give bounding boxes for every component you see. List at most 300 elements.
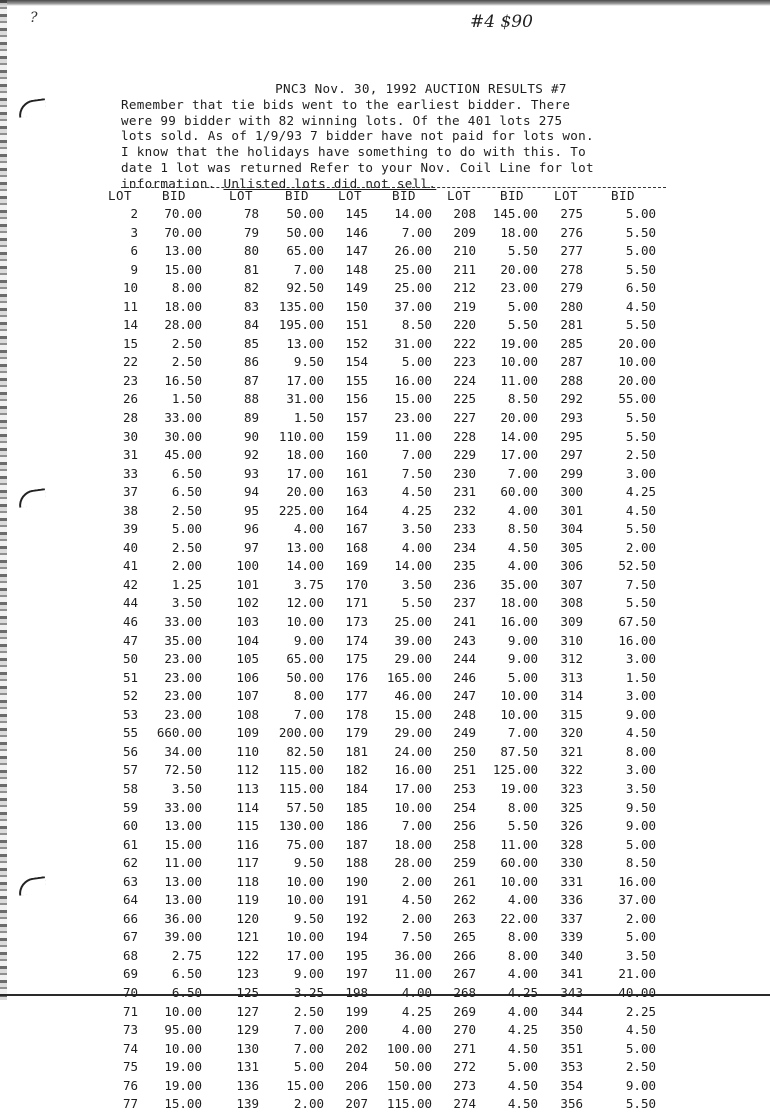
bid-cell: 67.50 bbox=[618, 614, 656, 630]
bid-cell: 4.00 bbox=[507, 558, 538, 574]
bid-cell: 50.00 bbox=[286, 224, 324, 240]
bid-cell: 92.50 bbox=[286, 280, 324, 296]
bid-cell: 10.00 bbox=[500, 706, 538, 722]
bid-cell: 2.25 bbox=[625, 1003, 656, 1019]
table-row bbox=[0, 873, 770, 892]
bid-cell: 14.00 bbox=[286, 558, 324, 574]
bid-cell: 60.00 bbox=[500, 484, 538, 500]
bid-cell: 7.50 bbox=[401, 929, 432, 945]
bid-cell: 2.00 bbox=[171, 558, 202, 574]
lot-cell: 234 bbox=[453, 539, 476, 555]
bid-cell: 2.50 bbox=[625, 447, 656, 463]
lot-cell: 58 bbox=[122, 780, 138, 796]
lot-cell: 121 bbox=[236, 929, 259, 945]
bid-cell: 39.00 bbox=[394, 632, 432, 648]
lot-cell: 127 bbox=[236, 1003, 259, 1019]
table-row bbox=[0, 316, 770, 335]
bid-cell: 1.50 bbox=[171, 391, 202, 407]
report-header bbox=[121, 81, 681, 192]
lot-cell: 85 bbox=[243, 335, 259, 351]
lot-cell: 146 bbox=[345, 224, 368, 240]
bid-cell: 8.50 bbox=[401, 317, 432, 333]
lot-cell: 309 bbox=[560, 614, 583, 630]
bid-cell: 4.00 bbox=[507, 1003, 538, 1019]
lot-cell: 167 bbox=[345, 521, 368, 537]
bid-cell: 4.50 bbox=[625, 725, 656, 741]
bid-cell: 15.00 bbox=[394, 706, 432, 722]
lot-cell: 249 bbox=[453, 725, 476, 741]
bid-cell: 5.50 bbox=[625, 261, 656, 277]
bid-cell: 15.00 bbox=[164, 836, 202, 852]
bid-cell: 5.50 bbox=[625, 428, 656, 444]
bid-cell: 8.50 bbox=[625, 855, 656, 871]
bid-cell: 1.50 bbox=[293, 410, 324, 426]
bid-cell: 7.00 bbox=[293, 1040, 324, 1056]
table-row bbox=[0, 520, 770, 539]
bid-cell: 35.00 bbox=[500, 576, 538, 592]
table-row bbox=[0, 817, 770, 836]
lot-cell: 241 bbox=[453, 614, 476, 630]
bid-cell: 16.00 bbox=[618, 873, 656, 889]
lot-cell: 175 bbox=[345, 651, 368, 667]
lot-cell: 207 bbox=[345, 1096, 368, 1112]
bid-cell: 5.00 bbox=[625, 1040, 656, 1056]
lot-cell: 81 bbox=[243, 261, 259, 277]
bid-cell: 23.00 bbox=[394, 410, 432, 426]
lot-cell: 30 bbox=[122, 428, 138, 444]
col-header-lot-5: LOT bbox=[554, 188, 579, 203]
bid-cell: 25.00 bbox=[394, 280, 432, 296]
table-row bbox=[0, 428, 770, 447]
bid-cell: 7.00 bbox=[401, 447, 432, 463]
bid-cell: 4.50 bbox=[507, 1096, 538, 1112]
bid-cell: 7.00 bbox=[401, 818, 432, 834]
lot-cell: 328 bbox=[560, 836, 583, 852]
bid-cell: 36.00 bbox=[164, 910, 202, 926]
bid-cell: 2.00 bbox=[293, 1096, 324, 1112]
bid-cell: 4.25 bbox=[625, 484, 656, 500]
lot-cell: 225 bbox=[453, 391, 476, 407]
bid-cell: 115.00 bbox=[278, 762, 324, 778]
lot-cell: 139 bbox=[236, 1096, 259, 1112]
table-row bbox=[0, 372, 770, 391]
lot-cell: 96 bbox=[243, 521, 259, 537]
lot-cell: 55 bbox=[122, 725, 138, 741]
table-row bbox=[0, 1021, 770, 1040]
lot-cell: 2 bbox=[130, 206, 138, 221]
lot-cell: 337 bbox=[560, 910, 583, 926]
bid-cell: 7.00 bbox=[401, 224, 432, 240]
bid-cell: 1.25 bbox=[171, 576, 202, 592]
lot-cell: 28 bbox=[122, 410, 138, 426]
lot-cell: 157 bbox=[345, 410, 368, 426]
bid-cell: 16.00 bbox=[500, 614, 538, 630]
bid-cell: 65.00 bbox=[286, 243, 324, 259]
lot-cell: 279 bbox=[560, 280, 583, 296]
bid-cell: 40.00 bbox=[618, 984, 656, 1000]
table-row bbox=[0, 279, 770, 298]
bid-cell: 34.00 bbox=[164, 743, 202, 759]
bid-cell: 14.00 bbox=[500, 428, 538, 444]
punch-hole-mark bbox=[17, 98, 47, 118]
lot-cell: 194 bbox=[345, 929, 368, 945]
bid-cell: 2.50 bbox=[171, 354, 202, 370]
lot-cell: 155 bbox=[345, 372, 368, 388]
bid-cell: 28.00 bbox=[164, 317, 202, 333]
bid-cell: 8.00 bbox=[171, 280, 202, 296]
bid-cell: 200.00 bbox=[278, 725, 324, 741]
bid-cell: 195.00 bbox=[278, 317, 324, 333]
lot-cell: 37 bbox=[122, 484, 138, 500]
bid-cell: 3.50 bbox=[401, 576, 432, 592]
table-row bbox=[0, 836, 770, 855]
table-row bbox=[0, 780, 770, 799]
lot-cell: 212 bbox=[453, 280, 476, 296]
bid-cell: 60.00 bbox=[500, 855, 538, 871]
lot-cell: 154 bbox=[345, 354, 368, 370]
table-row bbox=[0, 965, 770, 984]
bid-cell: 6.50 bbox=[625, 280, 656, 296]
lot-cell: 52 bbox=[122, 688, 138, 704]
bid-cell: 10.00 bbox=[164, 1040, 202, 1056]
lot-cell: 251 bbox=[453, 762, 476, 778]
bid-cell: 33.00 bbox=[164, 614, 202, 630]
col-header-bid-2: BID bbox=[285, 188, 310, 203]
bid-cell: 5.00 bbox=[625, 206, 656, 221]
lot-cell: 331 bbox=[560, 873, 583, 889]
lot-cell: 210 bbox=[453, 243, 476, 259]
unlisted-lots-note: Unlisted lots did not sell. bbox=[223, 175, 437, 191]
bid-cell: 9.00 bbox=[507, 632, 538, 648]
header-line: date 1 lot was returned Refer to your Nov. Coil Line for lot bbox=[121, 159, 594, 175]
lot-cell: 231 bbox=[453, 484, 476, 500]
bid-cell: 2.50 bbox=[293, 1003, 324, 1019]
bid-cell: 165.00 bbox=[386, 669, 432, 685]
bid-cell: 20.00 bbox=[618, 372, 656, 388]
header-line: Remember that tie bids went to the earliest bidder. There bbox=[121, 96, 571, 112]
lot-cell: 271 bbox=[453, 1040, 476, 1056]
lot-cell: 235 bbox=[453, 558, 476, 574]
lot-cell: 26 bbox=[122, 391, 138, 407]
bid-cell: 82.50 bbox=[286, 743, 324, 759]
lot-cell: 343 bbox=[560, 984, 583, 1000]
bid-cell: 4.25 bbox=[507, 984, 538, 1000]
bid-cell: 8.50 bbox=[507, 521, 538, 537]
bid-cell: 145.00 bbox=[492, 206, 538, 221]
lot-cell: 76 bbox=[122, 1077, 138, 1093]
bid-cell: 16.00 bbox=[618, 632, 656, 648]
lot-cell: 224 bbox=[453, 372, 476, 388]
bid-cell: 5.50 bbox=[625, 1096, 656, 1112]
lot-cell: 100 bbox=[236, 558, 259, 574]
bid-cell: 17.00 bbox=[286, 372, 324, 388]
lot-cell: 148 bbox=[345, 261, 368, 277]
bid-cell: 45.00 bbox=[164, 447, 202, 463]
lot-cell: 258 bbox=[453, 836, 476, 852]
lot-cell: 188 bbox=[345, 855, 368, 871]
lot-cell: 227 bbox=[453, 410, 476, 426]
lot-cell: 74 bbox=[122, 1040, 138, 1056]
lot-cell: 267 bbox=[453, 966, 476, 982]
bid-cell: 22.00 bbox=[500, 910, 538, 926]
bid-cell: 5.00 bbox=[171, 521, 202, 537]
lot-cell: 113 bbox=[236, 780, 259, 796]
table-row bbox=[0, 891, 770, 910]
bid-cell: 3.25 bbox=[293, 984, 324, 1000]
bid-cell: 5.00 bbox=[507, 1059, 538, 1075]
lot-cell: 274 bbox=[453, 1096, 476, 1112]
bid-cell: 660.00 bbox=[156, 725, 202, 741]
bid-cell: 6.50 bbox=[171, 465, 202, 481]
lot-cell: 130 bbox=[236, 1040, 259, 1056]
table-row bbox=[0, 261, 770, 280]
lot-cell: 115 bbox=[236, 818, 259, 834]
bid-cell: 7.50 bbox=[625, 576, 656, 592]
bid-cell: 3.50 bbox=[625, 947, 656, 963]
lot-cell: 51 bbox=[122, 669, 138, 685]
lot-cell: 104 bbox=[236, 632, 259, 648]
bid-cell: 5.50 bbox=[507, 243, 538, 259]
header-line: were 99 bidder with 82 winning lots. Of the 401 lots 275 bbox=[121, 112, 563, 128]
lot-cell: 254 bbox=[453, 799, 476, 815]
lot-cell: 261 bbox=[453, 873, 476, 889]
bid-cell: 8.00 bbox=[507, 929, 538, 945]
lot-cell: 262 bbox=[453, 892, 476, 908]
bid-cell: 72.50 bbox=[164, 762, 202, 778]
lot-cell: 228 bbox=[453, 428, 476, 444]
page-top-edge bbox=[0, 0, 770, 6]
lot-cell: 350 bbox=[560, 1022, 583, 1038]
lot-cell: 287 bbox=[560, 354, 583, 370]
bid-cell: 75.00 bbox=[286, 836, 324, 852]
bid-cell: 2.00 bbox=[401, 873, 432, 889]
lot-cell: 223 bbox=[453, 354, 476, 370]
lot-cell: 281 bbox=[560, 317, 583, 333]
lot-cell: 263 bbox=[453, 910, 476, 926]
col-header-lot-2: LOT bbox=[229, 188, 254, 203]
bid-cell: 26.00 bbox=[394, 243, 432, 259]
bid-cell: 18.00 bbox=[164, 298, 202, 314]
lot-cell: 118 bbox=[236, 873, 259, 889]
lot-cell: 110 bbox=[236, 743, 259, 759]
lot-cell: 272 bbox=[453, 1059, 476, 1075]
bid-cell: 9.50 bbox=[293, 855, 324, 871]
lot-cell: 273 bbox=[453, 1077, 476, 1093]
lot-cell: 73 bbox=[122, 1022, 138, 1038]
table-row bbox=[0, 335, 770, 354]
bid-cell: 9.00 bbox=[293, 966, 324, 982]
lot-cell: 102 bbox=[236, 595, 259, 611]
lot-cell: 60 bbox=[122, 818, 138, 834]
bid-cell: 4.50 bbox=[401, 484, 432, 500]
lot-cell: 321 bbox=[560, 743, 583, 759]
bid-cell: 23.00 bbox=[164, 706, 202, 722]
bid-cell: 5.00 bbox=[507, 669, 538, 685]
bid-cell: 20.00 bbox=[500, 261, 538, 277]
bid-cell: 100.00 bbox=[386, 1040, 432, 1056]
bid-cell: 39.00 bbox=[164, 929, 202, 945]
bid-cell: 50.00 bbox=[394, 1059, 432, 1075]
lot-cell: 173 bbox=[345, 614, 368, 630]
bid-cell: 11.00 bbox=[500, 836, 538, 852]
bid-cell: 29.00 bbox=[394, 651, 432, 667]
bid-cell: 8.50 bbox=[507, 391, 538, 407]
lot-cell: 297 bbox=[560, 447, 583, 463]
bid-cell: 25.00 bbox=[394, 261, 432, 277]
bid-cell: 15.00 bbox=[286, 1077, 324, 1093]
header-last-prefix: information. bbox=[121, 175, 216, 191]
lot-cell: 67 bbox=[122, 929, 138, 945]
lot-cell: 323 bbox=[560, 780, 583, 796]
lot-cell: 120 bbox=[236, 910, 259, 926]
lot-cell: 336 bbox=[560, 892, 583, 908]
bid-cell: 13.00 bbox=[164, 892, 202, 908]
bid-cell: 19.00 bbox=[500, 335, 538, 351]
bid-cell: 13.00 bbox=[164, 873, 202, 889]
lot-cell: 23 bbox=[122, 372, 138, 388]
bid-cell: 1.50 bbox=[625, 669, 656, 685]
bid-cell: 6.50 bbox=[171, 484, 202, 500]
lot-cell: 116 bbox=[236, 836, 259, 852]
bid-cell: 135.00 bbox=[278, 298, 324, 314]
bid-cell: 35.00 bbox=[164, 632, 202, 648]
bid-cell: 3.00 bbox=[625, 762, 656, 778]
lot-cell: 88 bbox=[243, 391, 259, 407]
lot-cell: 170 bbox=[345, 576, 368, 592]
lot-cell: 78 bbox=[243, 206, 259, 221]
bid-cell: 12.00 bbox=[286, 595, 324, 611]
lot-cell: 285 bbox=[560, 335, 583, 351]
bid-cell: 23.00 bbox=[164, 688, 202, 704]
lot-cell: 292 bbox=[560, 391, 583, 407]
lot-cell: 256 bbox=[453, 818, 476, 834]
lot-cell: 89 bbox=[243, 410, 259, 426]
bid-cell: 3.00 bbox=[625, 651, 656, 667]
lot-cell: 300 bbox=[560, 484, 583, 500]
bid-cell: 33.00 bbox=[164, 410, 202, 426]
lot-cell: 66 bbox=[122, 910, 138, 926]
lot-cell: 114 bbox=[236, 799, 259, 815]
bid-cell: 16.00 bbox=[394, 372, 432, 388]
col-header-bid-5: BID bbox=[611, 188, 636, 203]
lot-cell: 179 bbox=[345, 725, 368, 741]
col-header-lot-3: LOT bbox=[338, 188, 363, 203]
bid-cell: 70.00 bbox=[164, 206, 202, 221]
lot-cell: 136 bbox=[236, 1077, 259, 1093]
lot-cell: 95 bbox=[243, 502, 259, 518]
bid-cell: 14.00 bbox=[394, 206, 432, 221]
bid-cell: 2.50 bbox=[171, 502, 202, 518]
bid-cell: 5.00 bbox=[625, 836, 656, 852]
lot-cell: 325 bbox=[560, 799, 583, 815]
bid-cell: 18.00 bbox=[286, 447, 324, 463]
bid-cell: 4.00 bbox=[401, 539, 432, 555]
table-row bbox=[0, 854, 770, 873]
lot-cell: 198 bbox=[345, 984, 368, 1000]
bid-cell: 11.00 bbox=[164, 855, 202, 871]
lot-cell: 269 bbox=[453, 1003, 476, 1019]
bid-cell: 7.50 bbox=[401, 465, 432, 481]
bid-cell: 150.00 bbox=[386, 1077, 432, 1093]
lot-cell: 307 bbox=[560, 576, 583, 592]
bid-cell: 29.00 bbox=[394, 725, 432, 741]
table-row bbox=[0, 928, 770, 947]
bid-cell: 4.00 bbox=[293, 521, 324, 537]
table-row bbox=[0, 353, 770, 372]
lot-cell: 80 bbox=[243, 243, 259, 259]
lot-cell: 177 bbox=[345, 688, 368, 704]
bid-cell: 7.00 bbox=[293, 261, 324, 277]
lot-cell: 106 bbox=[236, 669, 259, 685]
lot-cell: 266 bbox=[453, 947, 476, 963]
lot-cell: 38 bbox=[122, 502, 138, 518]
bid-cell: 10.00 bbox=[618, 354, 656, 370]
bid-cell: 15.00 bbox=[164, 1096, 202, 1112]
lot-cell: 268 bbox=[453, 984, 476, 1000]
bid-cell: 87.50 bbox=[500, 743, 538, 759]
col-header-bid-4: BID bbox=[500, 188, 525, 203]
lot-cell: 94 bbox=[243, 484, 259, 500]
lot-cell: 351 bbox=[560, 1040, 583, 1056]
bid-cell: 2.00 bbox=[401, 910, 432, 926]
bid-cell: 4.50 bbox=[625, 298, 656, 314]
lot-cell: 9 bbox=[130, 261, 138, 277]
lot-cell: 280 bbox=[560, 298, 583, 314]
header-line: I know that the holidays have something to do with this. To bbox=[121, 144, 587, 160]
lot-cell: 62 bbox=[122, 855, 138, 871]
bid-cell: 15.00 bbox=[164, 261, 202, 277]
table-row bbox=[0, 465, 770, 484]
lot-cell: 93 bbox=[243, 465, 259, 481]
lot-cell: 6 bbox=[130, 243, 138, 259]
lot-cell: 326 bbox=[560, 818, 583, 834]
lot-cell: 145 bbox=[345, 206, 368, 221]
table-row bbox=[0, 632, 770, 651]
lot-cell: 354 bbox=[560, 1077, 583, 1093]
bid-cell: 20.00 bbox=[500, 410, 538, 426]
lot-cell: 101 bbox=[236, 576, 259, 592]
lot-cell: 15 bbox=[122, 335, 138, 351]
lot-cell: 61 bbox=[122, 836, 138, 852]
lot-cell: 340 bbox=[560, 947, 583, 963]
bid-cell: 6.50 bbox=[171, 984, 202, 1000]
bid-cell: 8.00 bbox=[507, 947, 538, 963]
lot-cell: 69 bbox=[122, 966, 138, 982]
bid-cell: 125.00 bbox=[492, 762, 538, 778]
lot-cell: 42 bbox=[122, 576, 138, 592]
lot-cell: 275 bbox=[560, 206, 583, 221]
table-row bbox=[0, 1003, 770, 1022]
lot-cell: 330 bbox=[560, 855, 583, 871]
bid-cell: 52.50 bbox=[618, 558, 656, 574]
bid-cell: 6.50 bbox=[171, 966, 202, 982]
bid-cell: 25.00 bbox=[394, 614, 432, 630]
bid-cell: 50.00 bbox=[286, 206, 324, 221]
lot-cell: 151 bbox=[345, 317, 368, 333]
bid-cell: 18.00 bbox=[500, 595, 538, 611]
bid-cell: 4.00 bbox=[507, 502, 538, 518]
lot-cell: 312 bbox=[560, 651, 583, 667]
bid-cell: 55.00 bbox=[618, 391, 656, 407]
bid-cell: 19.00 bbox=[164, 1077, 202, 1093]
bid-cell: 31.00 bbox=[286, 391, 324, 407]
bid-cell: 4.00 bbox=[507, 966, 538, 982]
lot-cell: 169 bbox=[345, 558, 368, 574]
lot-cell: 39 bbox=[122, 521, 138, 537]
lot-cell: 208 bbox=[453, 206, 476, 221]
bid-cell: 4.00 bbox=[401, 1022, 432, 1038]
table-row bbox=[0, 743, 770, 762]
